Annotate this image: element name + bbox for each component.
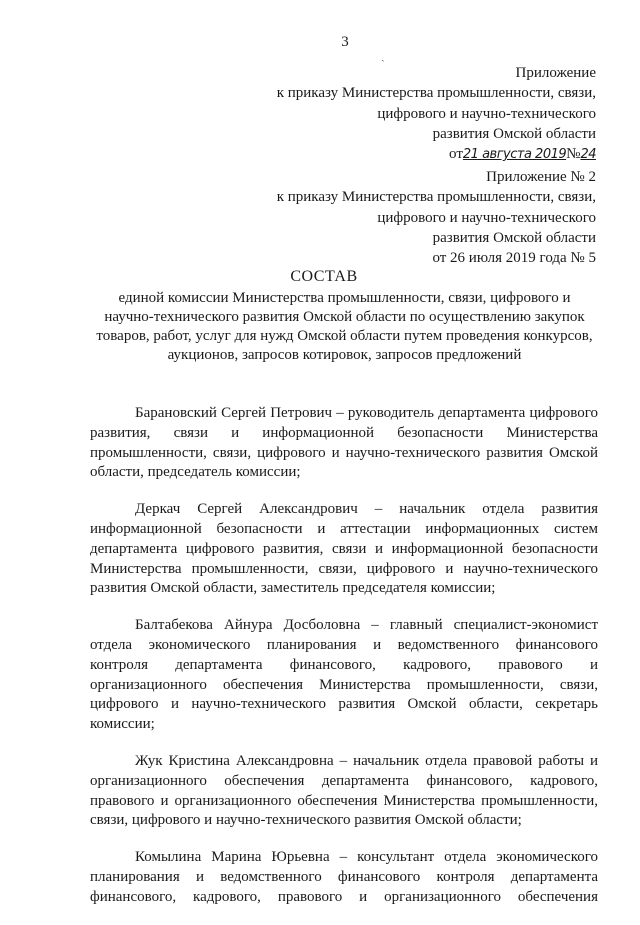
appendix-2-line: к приказу Министерства промышленности, связи, [276,189,596,206]
member-text-line: Комылина Марина Юрьевна – консультант отдела экономического [135,849,598,866]
subtitle-line: научно-технического развития Омской области по осуществлению закупок [104,309,585,325]
handwritten-date: 21 августа 2019 [462,147,567,163]
appendix-header-2 [277,167,596,268]
document-title: СОСТАВ [290,268,358,285]
member-text-line: области, председатель комиссии; [90,464,301,481]
document-subtitle [96,289,593,365]
appendix-1-line: цифрового и научно-технического [377,105,596,122]
member-text-line: информационной безопасности и аттестации информационных систем [90,520,598,537]
subtitle-line: товаров, работ, услуг для нужд Омской области путем проведения конкурсов, [96,328,593,344]
member-text-line: связи, цифрового и научно-технического развития Омской области; [90,812,522,829]
handwritten-number: 24 [580,147,596,163]
appendix-1-line: к приказу Министерства промышленности, связи, [276,85,596,102]
member-entry-zhuk [90,752,598,831]
member-text-line: Жук Кристина Александровна – начальник отдела правовой работы и [135,752,598,769]
member-text-line: правового и организационного обеспечения Министерства промышленности, [90,792,598,809]
member-entry-derkach [90,500,598,599]
member-entry-baranovsky [90,404,598,483]
member-text-line: планирования и ведомственного финансового контроля департамента [90,868,598,885]
pen-tick-mark: ˎ [381,50,385,62]
member-text-line: Барановский Сергей Петрович – руководитель департамента цифрового [135,405,598,421]
subtitle-line: аукционов, запросов котировок, запросов предложений [167,347,522,363]
appendix-header-1 [277,63,596,165]
member-text-line: промышленности, связи, цифрового и научно-технического развития Омской [90,444,598,461]
appendix-2-line: цифрового и научно-технического [377,209,596,226]
date-prefix: от [449,146,463,163]
appendix-1-line: развития Омской области [432,125,596,142]
appendix-1-date-line [277,144,596,165]
member-text-line: Балтабекова Айнура Досболовна – главный специалист-экономист [135,617,598,634]
commission-members-list [90,404,598,925]
member-entry-komylina [90,848,598,907]
number-prefix: № [566,146,581,163]
member-entry-baltabekova [90,616,598,735]
member-text-line: комиссии; [90,716,155,733]
member-text-line: цифрового и научно-технического развития Омской области, секретарь [90,696,598,713]
member-text-line: Министерства промышленности, связи, цифрового и научно-технического [90,560,598,577]
member-text-line: контроля департамента финансового, кадрового, правового и [90,656,598,673]
member-text-line: развития, связи и информационной безопасности Министерства [90,424,598,441]
appendix-2-line: от 26 июля 2019 года № 5 [432,250,596,267]
member-text-line: организационного обеспечения Министерства промышленности, связи, [90,676,598,693]
member-text-line: организационного обеспечения департамента финансового, кадрового, [90,772,598,789]
appendix-2-line: развития Омской области [432,229,596,246]
appendix-1-line: Приложение [515,65,596,81]
subtitle-line: единой комиссии Министерства промышленности, связи, цифрового и [118,290,571,306]
member-text-line: отдела экономического планирования и ведомственного финансового [90,636,598,653]
page-number: 3 [341,34,349,50]
member-text-line: департамента цифрового развития, связи и информационной безопасности [90,540,598,557]
member-text-line: финансового, кадрового, правового и организационного обеспечения [90,888,598,905]
member-text-line: Деркач Сергей Александрович – начальник отдела развития [135,501,598,518]
appendix-2-line: Приложение № 2 [486,169,596,185]
member-text-line: развития Омской области, заместитель председателя комиссии; [90,580,496,597]
